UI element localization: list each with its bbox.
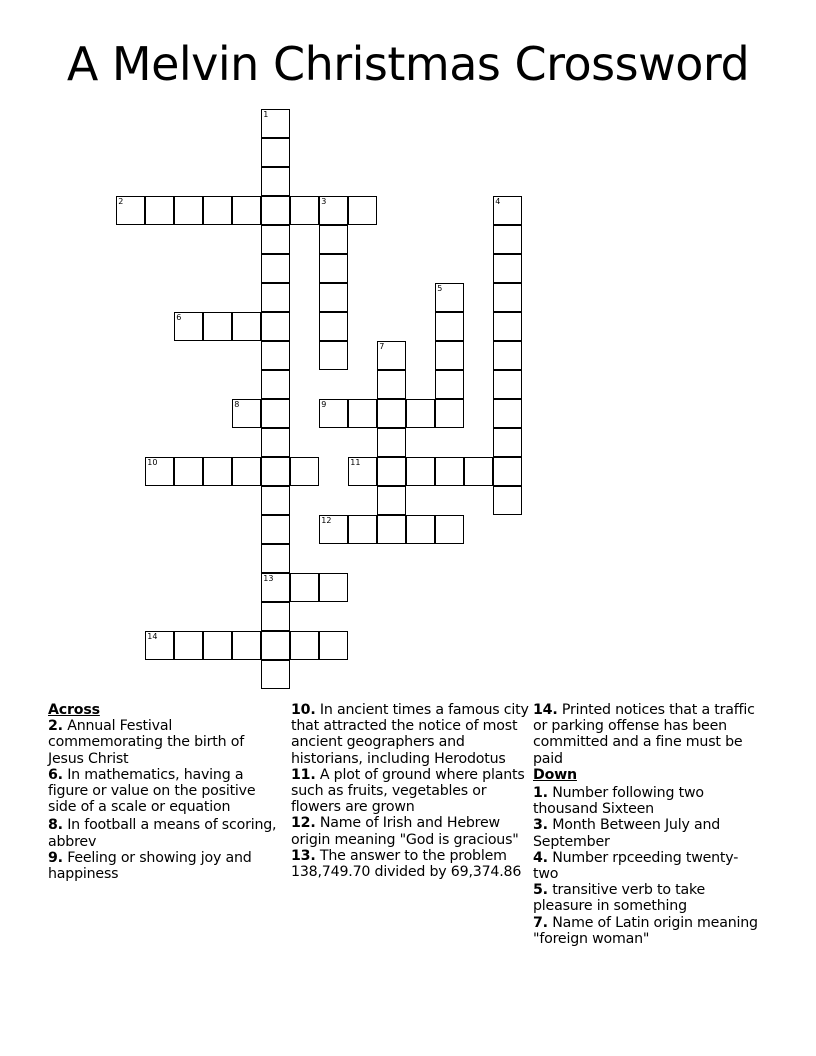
grid-cell[interactable] <box>261 138 290 167</box>
cell-number: 11 <box>350 458 361 468</box>
grid-cell[interactable] <box>290 457 319 486</box>
clue-down-1: 1. Number following two thousand Sixteen <box>533 785 704 818</box>
grid-cell[interactable] <box>435 457 464 486</box>
grid-cell[interactable] <box>145 196 174 225</box>
clue-down-4: 4. Number rpceeding twenty-two <box>533 849 739 883</box>
grid-cell[interactable] <box>319 283 348 312</box>
grid-cell[interactable] <box>203 457 232 486</box>
grid-cell[interactable] <box>406 399 435 428</box>
clue-across-11: 11. A plot of ground where plants such as fruits, vegetables or flowers are grown <box>291 766 525 816</box>
grid-cell[interactable] <box>435 312 464 341</box>
grid-cell[interactable] <box>290 631 319 660</box>
grid-cell[interactable] <box>319 573 348 602</box>
clue-down-3: 3. Month Between July and September <box>533 817 721 850</box>
cell-number: 8 <box>234 400 240 410</box>
grid-cell[interactable] <box>261 486 290 515</box>
grid-cell[interactable] <box>174 457 203 486</box>
grid-cell[interactable] <box>435 283 464 312</box>
grid-cell[interactable] <box>348 196 377 225</box>
grid-cell[interactable] <box>377 486 406 515</box>
grid-cell[interactable] <box>377 399 406 428</box>
grid-cell[interactable] <box>261 573 290 602</box>
grid-cell[interactable] <box>261 167 290 196</box>
grid-cell[interactable] <box>203 631 232 660</box>
grid-cell[interactable] <box>435 341 464 370</box>
cell-number: 14 <box>147 632 158 642</box>
grid-cell[interactable] <box>319 515 348 544</box>
grid-cell[interactable] <box>493 312 522 341</box>
clue-across-13: 13. The answer to the problem 138,749.70 divided by 69,374.86 <box>291 847 522 881</box>
cell-number: 1 <box>263 110 269 120</box>
grid-cell[interactable] <box>377 515 406 544</box>
clue-across-14: 14. Printed notices that a traffic or parking offense has been committed and a fine must be paid <box>533 702 755 767</box>
grid-cell[interactable] <box>290 573 319 602</box>
grid-cell[interactable] <box>493 428 522 457</box>
down-heading: Down <box>533 766 577 783</box>
clue-across-2: 2. Annual Festival commemorating the birth of Jesus Christ <box>48 718 245 767</box>
grid-cell[interactable] <box>435 399 464 428</box>
grid-cell[interactable] <box>493 283 522 312</box>
across-clues-column-2 <box>291 702 536 880</box>
grid-cell[interactable] <box>319 631 348 660</box>
grid-cell[interactable] <box>145 457 174 486</box>
grid-cell[interactable] <box>435 515 464 544</box>
grid-cell[interactable] <box>377 457 406 486</box>
grid-cell[interactable] <box>145 631 174 660</box>
grid-cell[interactable] <box>319 312 348 341</box>
grid-cell[interactable] <box>174 631 203 660</box>
grid-cell[interactable] <box>464 457 493 486</box>
grid-cell[interactable] <box>319 225 348 254</box>
grid-cell[interactable] <box>261 312 290 341</box>
across-heading: Across <box>48 702 100 718</box>
grid-cell[interactable] <box>493 399 522 428</box>
grid-cell[interactable] <box>232 312 261 341</box>
grid-cell[interactable] <box>261 660 290 689</box>
grid-cell[interactable] <box>261 283 290 312</box>
grid-cell[interactable] <box>435 370 464 399</box>
clue-across-6: 6. In mathematics, having a figure or value on the positive side of a scale or equation <box>48 766 256 816</box>
grid-cell[interactable] <box>232 457 261 486</box>
grid-cell[interactable] <box>261 602 290 631</box>
grid-cell[interactable] <box>406 457 435 486</box>
grid-cell[interactable] <box>261 341 290 370</box>
grid-cell[interactable] <box>319 254 348 283</box>
clue-down-5: 5. transitive verb to take pleasure in something <box>533 882 706 915</box>
grid-cell[interactable] <box>232 631 261 660</box>
grid-cell[interactable] <box>232 196 261 225</box>
grid-cell[interactable] <box>319 341 348 370</box>
grid-cell[interactable] <box>377 341 406 370</box>
clue-across-10: 10. In ancient times a famous city that attracted the notice of most ancient geographers and historians, including Herodotus <box>291 702 529 767</box>
grid-cell[interactable] <box>493 254 522 283</box>
grid-cell[interactable] <box>493 225 522 254</box>
grid-cell[interactable] <box>493 486 522 515</box>
grid-cell[interactable] <box>319 196 348 225</box>
clues-column-3 <box>533 702 763 947</box>
grid-cell[interactable] <box>493 370 522 399</box>
grid-cell[interactable] <box>493 341 522 370</box>
grid-cell[interactable] <box>174 312 203 341</box>
cell-number: 9 <box>321 400 327 410</box>
grid-cell[interactable] <box>319 399 348 428</box>
grid-cell[interactable] <box>493 196 522 225</box>
grid-cell[interactable] <box>261 370 290 399</box>
across-clues-column-1 <box>48 702 283 882</box>
grid-cell[interactable] <box>348 457 377 486</box>
cell-number: 13 <box>263 574 274 584</box>
cell-number: 3 <box>321 197 327 207</box>
grid-cell[interactable] <box>261 457 290 486</box>
grid-cell[interactable] <box>261 428 290 457</box>
grid-cell[interactable] <box>203 312 232 341</box>
cell-number: 2 <box>118 197 124 207</box>
grid-cell[interactable] <box>261 225 290 254</box>
cell-number: 10 <box>147 458 158 468</box>
grid-cell[interactable] <box>377 428 406 457</box>
grid-cell[interactable] <box>116 196 145 225</box>
grid-cell[interactable] <box>261 109 290 138</box>
cell-number: 6 <box>176 313 182 323</box>
grid-cell[interactable] <box>493 457 522 486</box>
cell-number: 7 <box>379 342 385 352</box>
grid-cell[interactable] <box>261 196 290 225</box>
cell-number: 12 <box>321 516 332 526</box>
clue-across-8: 8. In football a means of scoring, abbrev <box>48 817 277 850</box>
grid-cell[interactable] <box>261 631 290 660</box>
page-title: A Melvin Christmas Crossword <box>66 37 750 91</box>
grid-cell[interactable] <box>406 515 435 544</box>
grid-cell[interactable] <box>261 515 290 544</box>
grid-cell[interactable] <box>203 196 232 225</box>
grid-cell[interactable] <box>174 196 203 225</box>
cell-number: 4 <box>495 197 501 207</box>
grid-cell[interactable] <box>261 254 290 283</box>
cell-number: 5 <box>437 284 443 294</box>
grid-cell[interactable] <box>377 370 406 399</box>
grid-cell[interactable] <box>290 196 319 225</box>
grid-cell[interactable] <box>348 399 377 428</box>
clue-down-7: 7. Name of Latin origin meaning "foreign woman" <box>533 914 758 947</box>
grid-cell[interactable] <box>261 399 290 428</box>
grid-cell[interactable] <box>348 515 377 544</box>
clue-across-9: 9. Feeling or showing joy and happiness <box>48 849 252 883</box>
grid-cell[interactable] <box>232 399 261 428</box>
grid-cell[interactable] <box>261 544 290 573</box>
clue-across-12: 12. Name of Irish and Hebrew origin meaning "God is gracious" <box>291 815 519 848</box>
